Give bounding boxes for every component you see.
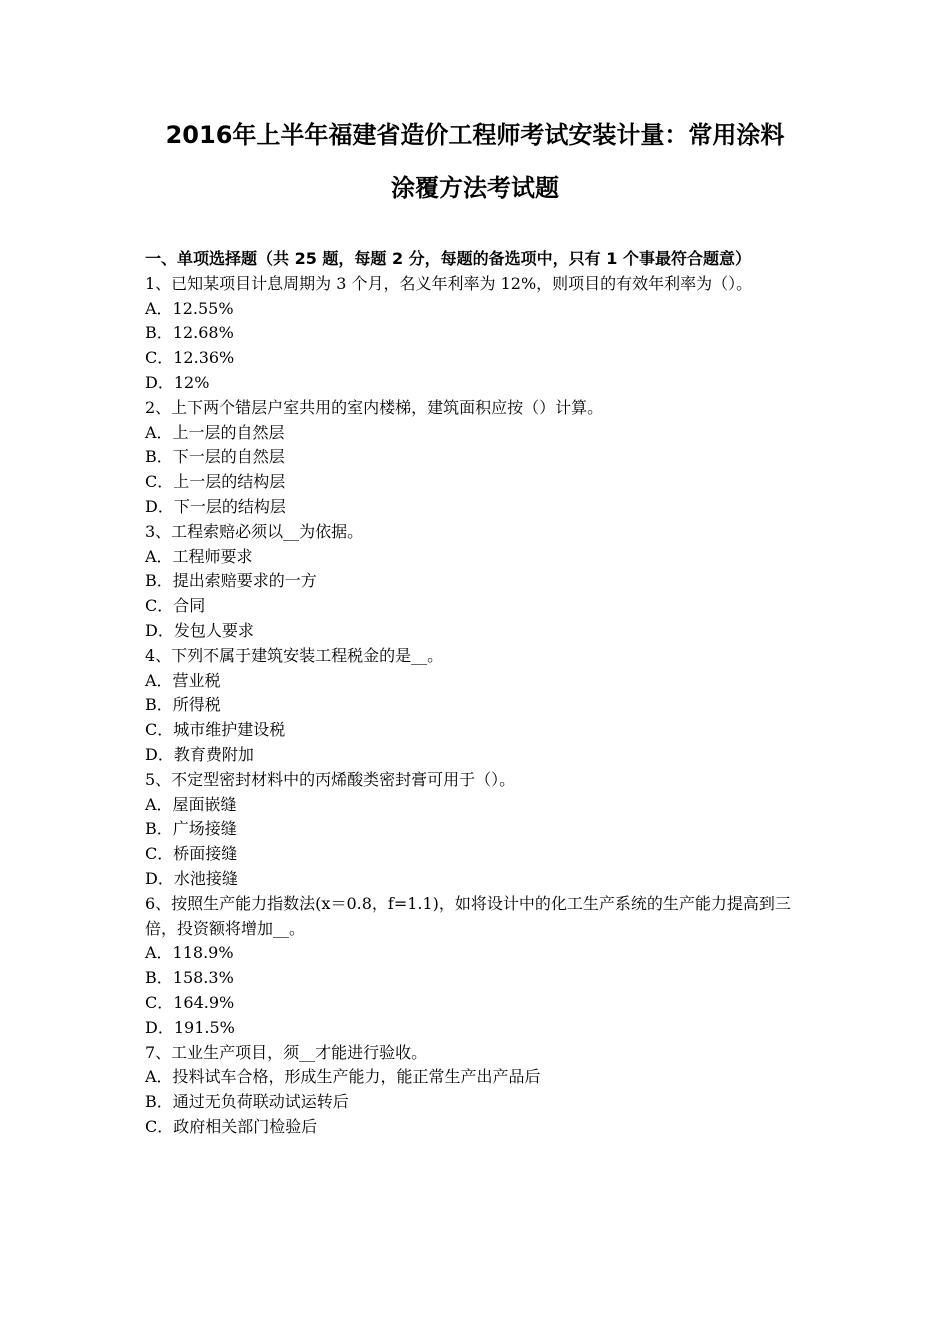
answer-option: C．12.36% bbox=[145, 348, 235, 368]
question-7 bbox=[145, 1041, 810, 1140]
question-4 bbox=[145, 644, 810, 768]
question-stem: 4、下列不属于建筑安装工程税金的是__。 bbox=[145, 645, 444, 665]
answer-option: C．政府相关部门检验后 bbox=[145, 1116, 318, 1136]
answer-option: D．191.5% bbox=[145, 1017, 235, 1037]
question-5 bbox=[145, 768, 810, 892]
answer-option: A．屋面嵌缝 bbox=[145, 794, 237, 814]
question-3 bbox=[145, 520, 810, 644]
answer-option: A．投料试车合格，形成生产能力，能正常生产出产品后 bbox=[145, 1067, 541, 1087]
document-title-line-2: 涂覆方法考试题 bbox=[391, 174, 559, 202]
document-body bbox=[145, 247, 810, 1140]
question-stem: 2、上下两个错层户室共用的室内楼梯，建筑面积应按（）计算。 bbox=[145, 397, 604, 417]
answer-option: C．桥面接缝 bbox=[145, 844, 238, 864]
answer-option: B．下一层的自然层 bbox=[145, 447, 285, 467]
answer-option: D．下一层的结构层 bbox=[145, 496, 286, 516]
answer-option: A．118.9% bbox=[145, 943, 234, 963]
answer-option: B．所得税 bbox=[145, 695, 221, 715]
answer-option: A．12.55% bbox=[145, 298, 234, 318]
answer-option: A．上一层的自然层 bbox=[145, 422, 285, 442]
section-heading: 一、单项选择题（共 25 题，每题 2 分，每题的备选项中，只有 1 个事最符合题意） bbox=[145, 249, 751, 268]
answer-option: C．上一层的结构层 bbox=[145, 472, 286, 492]
answer-option: C．合同 bbox=[145, 596, 206, 616]
document-title-line-1: 2016年上半年福建省造价工程师考试安装计量：常用涂料 bbox=[165, 121, 785, 149]
question-stem: 5、不定型密封材料中的丙烯酸类密封膏可用于（）。 bbox=[145, 769, 516, 789]
question-stem: 3、工程索赔必须以__为依据。 bbox=[145, 521, 364, 541]
answer-option: B．广场接缝 bbox=[145, 819, 237, 839]
question-stem: 1、已知某项目计息周期为 3 个月，名义年利率为 12%，则项目的有效年利率为（）。 bbox=[145, 273, 753, 293]
answer-option: C．城市维护建设税 bbox=[145, 720, 286, 740]
question-stem: 6、按照生产能力指数法(x＝0.8，f=1.1)，如将设计中的化工生产系统的生产能力提高到三倍，投资额将增加__。 bbox=[145, 893, 791, 938]
answer-option: D．12% bbox=[145, 372, 210, 392]
answer-option: D．发包人要求 bbox=[145, 620, 254, 640]
answer-option: B．12.68% bbox=[145, 323, 234, 343]
question-2 bbox=[145, 396, 810, 520]
answer-option: B．通过无负荷联动试运转后 bbox=[145, 1092, 349, 1112]
question-1 bbox=[145, 272, 810, 396]
answer-option: A．工程师要求 bbox=[145, 546, 253, 566]
answer-option: A．营业税 bbox=[145, 670, 221, 690]
answer-option: D．水池接缝 bbox=[145, 868, 238, 888]
answer-option: B．158.3% bbox=[145, 968, 234, 988]
answer-option: C．164.9% bbox=[145, 992, 235, 1012]
answer-option: D．教育费附加 bbox=[145, 744, 254, 764]
question-6 bbox=[145, 892, 810, 1041]
question-stem: 7、工业生产项目，须__才能进行验收。 bbox=[145, 1042, 428, 1062]
answer-option: B．提出索赔要求的一方 bbox=[145, 571, 317, 591]
